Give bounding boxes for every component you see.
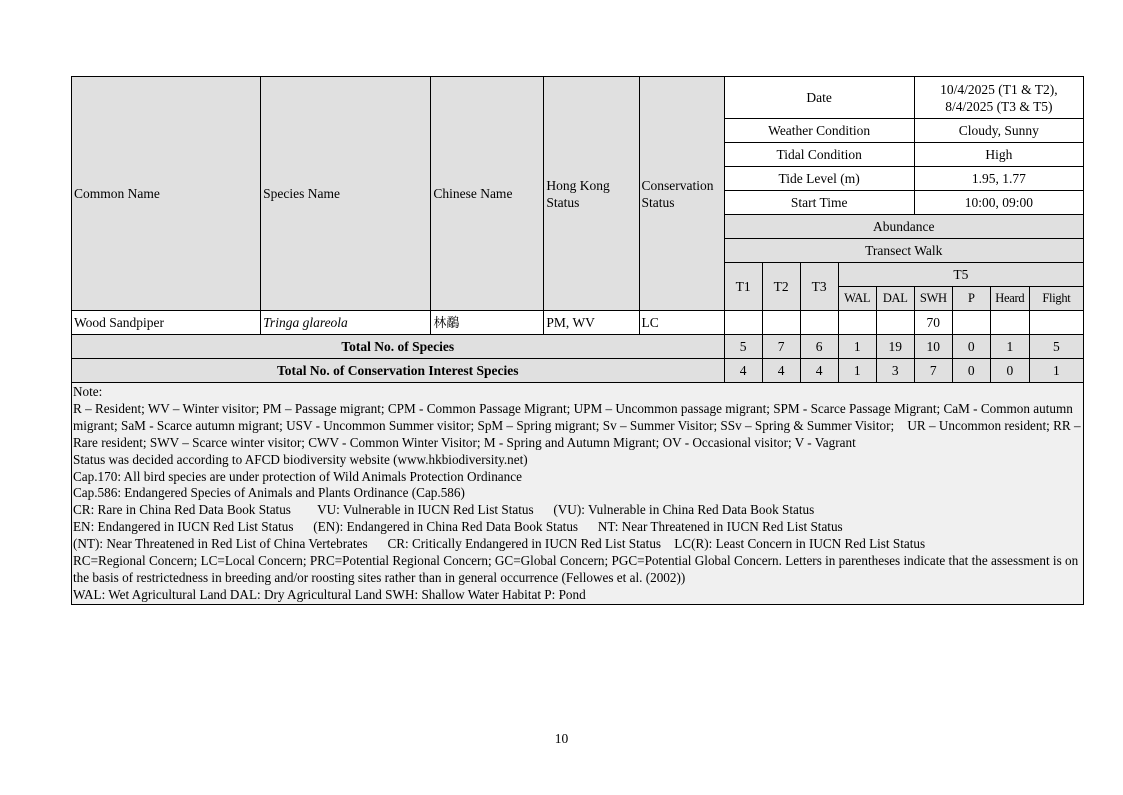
note-red-data-2: EN: Endangered in IUCN Red List Status (EN): Endangered in China Red Data Book Status NT: Near Threatened in IUCN Red List Status xyxy=(73,519,843,535)
header-hk-status: Hong Kong Status xyxy=(544,77,639,311)
cell-species-name: Tringa glareola xyxy=(261,311,431,335)
notes-cell xyxy=(72,383,1084,605)
tidal-value: High xyxy=(914,143,1083,167)
header-t3: T3 xyxy=(800,263,838,311)
note-concern-levels: RC=Regional Concern; LC=Local Concern; PRC=Potential Regional Concern; GC=Global Concern; PGC=Potential Global Concern. Letters in parentheses indicate that the assessment is on the basis of restrictedness in breeding and/or roosting sites rather than in general occurrence (Fellowes et al. (2002)) xyxy=(73,553,1082,585)
page-number: 10 xyxy=(554,731,569,746)
header-wal: WAL xyxy=(838,287,876,311)
note-status-source: Status was decided according to AFCD biodiversity website (www.hkbiodiversity.net) xyxy=(73,451,528,467)
cell-count-t3 xyxy=(800,311,838,335)
header-heard: Heard xyxy=(990,287,1029,311)
cell-count-t1 xyxy=(724,311,762,335)
date-label: Date xyxy=(724,77,914,119)
cell-count-p xyxy=(952,311,990,335)
species-table xyxy=(71,76,1084,605)
total-species-label: Total No. of Species xyxy=(72,335,725,359)
tide-level-label: Tide Level (m) xyxy=(724,167,914,191)
total-species-t1: 5 xyxy=(724,335,762,359)
cell-count-swh: 70 xyxy=(914,311,952,335)
header-flight: Flight xyxy=(1029,287,1083,311)
cell-count-t2 xyxy=(762,311,800,335)
tidal-label: Tidal Condition xyxy=(724,143,914,167)
total-conservation-label: Total No. of Conservation Interest Species xyxy=(72,359,725,383)
note-cap-170: Cap.170: All bird species are under protection of Wild Animals Protection Ordinance xyxy=(73,468,522,484)
cell-count-heard xyxy=(990,311,1029,335)
date-value: 10/4/2025 (T1 & T2), 8/4/2025 (T3 & T5) xyxy=(914,77,1083,119)
total-conservation-dal: 3 xyxy=(876,359,914,383)
total-species-t2: 7 xyxy=(762,335,800,359)
header-dal: DAL xyxy=(876,287,914,311)
total-species-heard: 1 xyxy=(990,335,1029,359)
cell-count-wal xyxy=(838,311,876,335)
total-conservation-swh: 7 xyxy=(914,359,952,383)
header-t1: T1 xyxy=(724,263,762,311)
transect-walk-label: Transect Walk xyxy=(724,239,1083,263)
total-conservation-t1: 4 xyxy=(724,359,762,383)
total-conservation-t2: 4 xyxy=(762,359,800,383)
cell-common-name: Wood Sandpiper xyxy=(72,311,261,335)
total-species-t3: 6 xyxy=(800,335,838,359)
cell-count-dal xyxy=(876,311,914,335)
total-species-row xyxy=(72,335,1084,359)
note-status-abbreviations: R – Resident; WV – Winter visitor; PM – Passage migrant; CPM - Common Passage Migrant; UPM – Uncommon passage migrant; SPM - Scarce Passage Migrant; CaM - Common autumn migrant; SaM - Scarce autumn migrant; USV - Uncommon Summer visitor; SpM – Spring migrant; Sv – Summer Visitor; SSv – Spring & Summer Visitor; UR – Uncommon resident; RR – Rare resident; SWV – Scarce winter visitor; CWV - Common Winter Visitor; M - Spring and Autumn Migrant; OV - Occasional visitor; V - Vagrant xyxy=(73,400,1084,450)
total-conservation-row xyxy=(72,359,1084,383)
abundance-label: Abundance xyxy=(724,215,1083,239)
note-cap-586: Cap.586: Endangered Species of Animals and Plants Ordinance (Cap.586) xyxy=(73,485,465,501)
header-swh: SWH xyxy=(914,287,952,311)
start-time-label: Start Time xyxy=(724,191,914,215)
cell-count-flight xyxy=(1029,311,1083,335)
cell-conservation-status: LC xyxy=(639,311,724,335)
note-red-data-1: CR: Rare in China Red Data Book Status VU: Vulnerable in IUCN Red List Status (VU): Vulnerable in China Red Data Book Status xyxy=(73,502,815,518)
header-species-name: Species Name xyxy=(261,77,431,311)
cell-hk-status: PM, WV xyxy=(544,311,639,335)
weather-value: Cloudy, Sunny xyxy=(914,119,1083,143)
header-p: P xyxy=(952,287,990,311)
notes-row xyxy=(72,383,1084,605)
total-conservation-p: 0 xyxy=(952,359,990,383)
header-t2: T2 xyxy=(762,263,800,311)
header-common-name: Common Name xyxy=(72,77,261,311)
total-species-flight: 5 xyxy=(1029,335,1083,359)
note-habitat-abbreviations: WAL: Wet Agricultural Land DAL: Dry Agricultural Land SWH: Shallow Water Habitat P: Pond xyxy=(73,586,586,602)
start-time-value: 10:00, 09:00 xyxy=(914,191,1083,215)
note-heading: Note: xyxy=(73,384,103,399)
total-species-wal: 1 xyxy=(838,335,876,359)
total-species-p: 0 xyxy=(952,335,990,359)
tide-level-value: 1.95, 1.77 xyxy=(914,167,1083,191)
header-t5: T5 xyxy=(838,263,1083,287)
weather-label: Weather Condition xyxy=(724,119,914,143)
total-species-dal: 19 xyxy=(876,335,914,359)
note-red-data-3: (NT): Near Threatened in Red List of China Vertebrates CR: Critically Endangered in IUCN Red List Status LC(R): Least Concern in IUCN Red List Status xyxy=(73,536,926,552)
total-conservation-flight: 1 xyxy=(1029,359,1083,383)
header-chinese-name: Chinese Name xyxy=(431,77,544,311)
cell-chinese-name: 林鷸 xyxy=(431,311,544,335)
total-conservation-wal: 1 xyxy=(838,359,876,383)
table-row xyxy=(72,311,1084,335)
total-species-swh: 10 xyxy=(914,335,952,359)
total-conservation-t3: 4 xyxy=(800,359,838,383)
total-conservation-heard: 0 xyxy=(990,359,1029,383)
header-conservation-status: Conservation Status xyxy=(639,77,724,311)
